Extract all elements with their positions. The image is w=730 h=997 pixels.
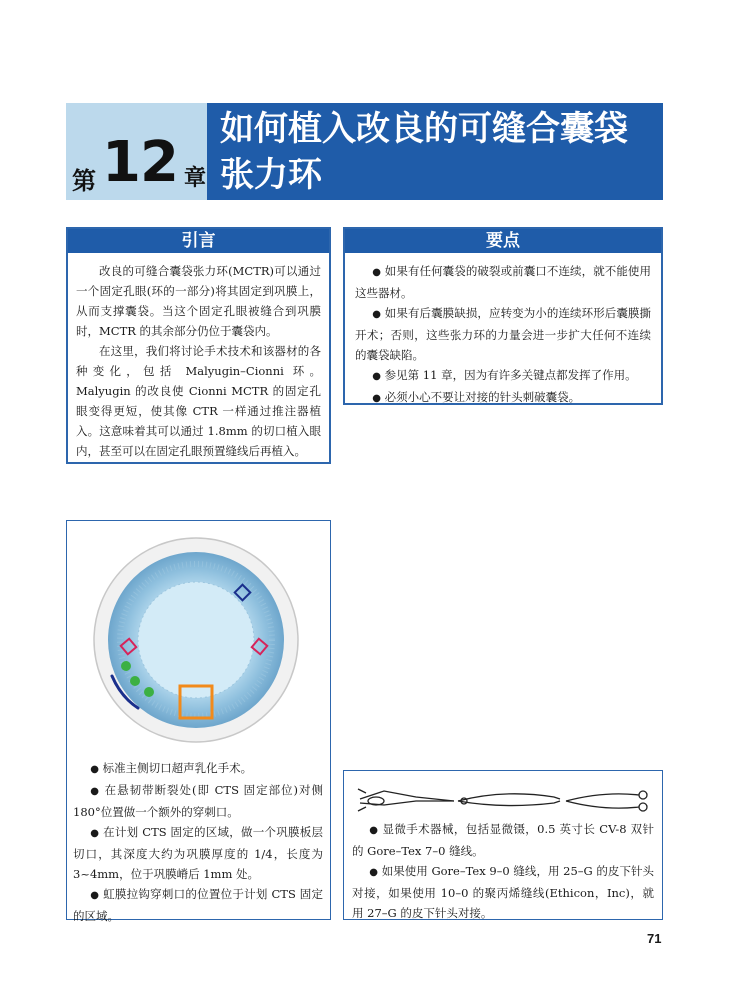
bullet-icon: ● [90,764,99,775]
key-point-item: ● 必须小心不要让对接的针头刺破囊袋。 [372,390,581,404]
bullet-icon: ● [90,786,100,797]
key-point-item: ● 参见第 11 章，因为有许多关键点都发挥了作用。 [372,368,637,382]
figure-note-item: ● 在悬韧带断裂处(即 CTS 固定部位)对侧 180°位置做一个额外的穿刺口。 [73,783,324,819]
green-marker [130,676,140,686]
chapter-number: 12 [102,130,178,195]
green-marker [144,687,154,697]
chapter-label [66,103,207,200]
chapter-suffix: 章 [184,166,207,191]
key-points-list [355,261,651,409]
figure-notes-list [73,758,323,926]
chapter-title [207,103,663,200]
bullet-icon: ● [372,371,381,382]
instrument-note-item: ● 显微手术器械，包括显微镊，0.5 英寸长 CV-8 双针的 Gore–Tex 7–0 缝线。 [352,822,654,858]
pupil [138,582,254,698]
bullet-icon: ● [372,309,382,320]
bullet-icon: ● [90,890,100,901]
instrument-note-item: ● 如果使用 Gore–Tex 9–0 缝线，用 25–G 的皮下针头对接，如果使用 10–0 的聚丙烯缝线(Ethicon，Inc)，就用 27–G 的皮下针头对接。 [352,864,654,920]
figure-note-item: ● 标准主侧切口超声乳化手术。 [90,761,253,775]
figure-note-item: ● 在计划 CTS 固定的区域，做一个巩膜板层切口，其深度大约为巩膜厚度的 1/4，长度为 3~4mm，位于巩膜嵴后 1mm 处。 [73,825,323,881]
figure-note-item: ● 虹膜拉钩穿刺口的位置位于计划 CTS 固定的区域。 [73,887,323,923]
instrument-notes-list [352,819,654,923]
chapter-title-line1: 如何植入改良的可缝合囊袋 [220,109,628,149]
page-number: 71 [647,931,662,946]
chapter-prefix: 第 [72,167,96,195]
key-point-item: ● 如果有任何囊袋的破裂或前囊口不连续，就不能使用这些器材。 [355,264,651,300]
key-points-heading: 要点 [345,229,661,253]
chapter-title-line2: 张力环 [220,155,322,195]
key-point-item: ● 如果有后囊膜缺损，应转变为小的连续环形后囊膜撕开术；否则，这些张力环的力量会进一步扩大任何不连续的囊袋缺陷。 [355,306,651,362]
intro-paragraph-1: 改良的可缝合囊袋张力环(MCTR)可以通过一个固定孔眼(环的一部分)将其固定到巩膜上，从而支撑囊袋。当这个固定孔眼被缝合到巩膜时，MCTR 的其余部分仍位于囊袋内。 [76,264,321,338]
instrument-box [343,770,663,920]
eye-diagram [91,535,301,745]
bullet-icon: ● [372,267,382,278]
green-marker [121,661,131,671]
intro-paragraph-2: 在这里，我们将讨论手术技术和该器材的各种变化，包括 Malyugin–Cionni 环。Malyugin 的改良使 Cionni MCTR 的固定孔眼变得更短，使其像 CTR 一样通过推注器植入。这意味着其可以通过 1.8mm 的切口植入眼内，甚至可以在固定孔眼预置缝线后再植入。 [76,344,321,458]
intro-box [66,227,331,464]
forceps-icon [358,789,454,811]
scissors-icon [566,791,647,811]
eye-figure-box [66,520,331,923]
key-points-box [343,227,663,405]
intro-heading: 引言 [68,229,329,253]
bullet-icon: ● [90,828,100,839]
bullet-icon: ● [372,393,381,404]
bullet-icon: ● [369,867,378,878]
bullet-icon: ● [369,825,379,836]
needle-holder-icon [458,794,560,806]
surgical-instruments-illustration [354,779,654,813]
